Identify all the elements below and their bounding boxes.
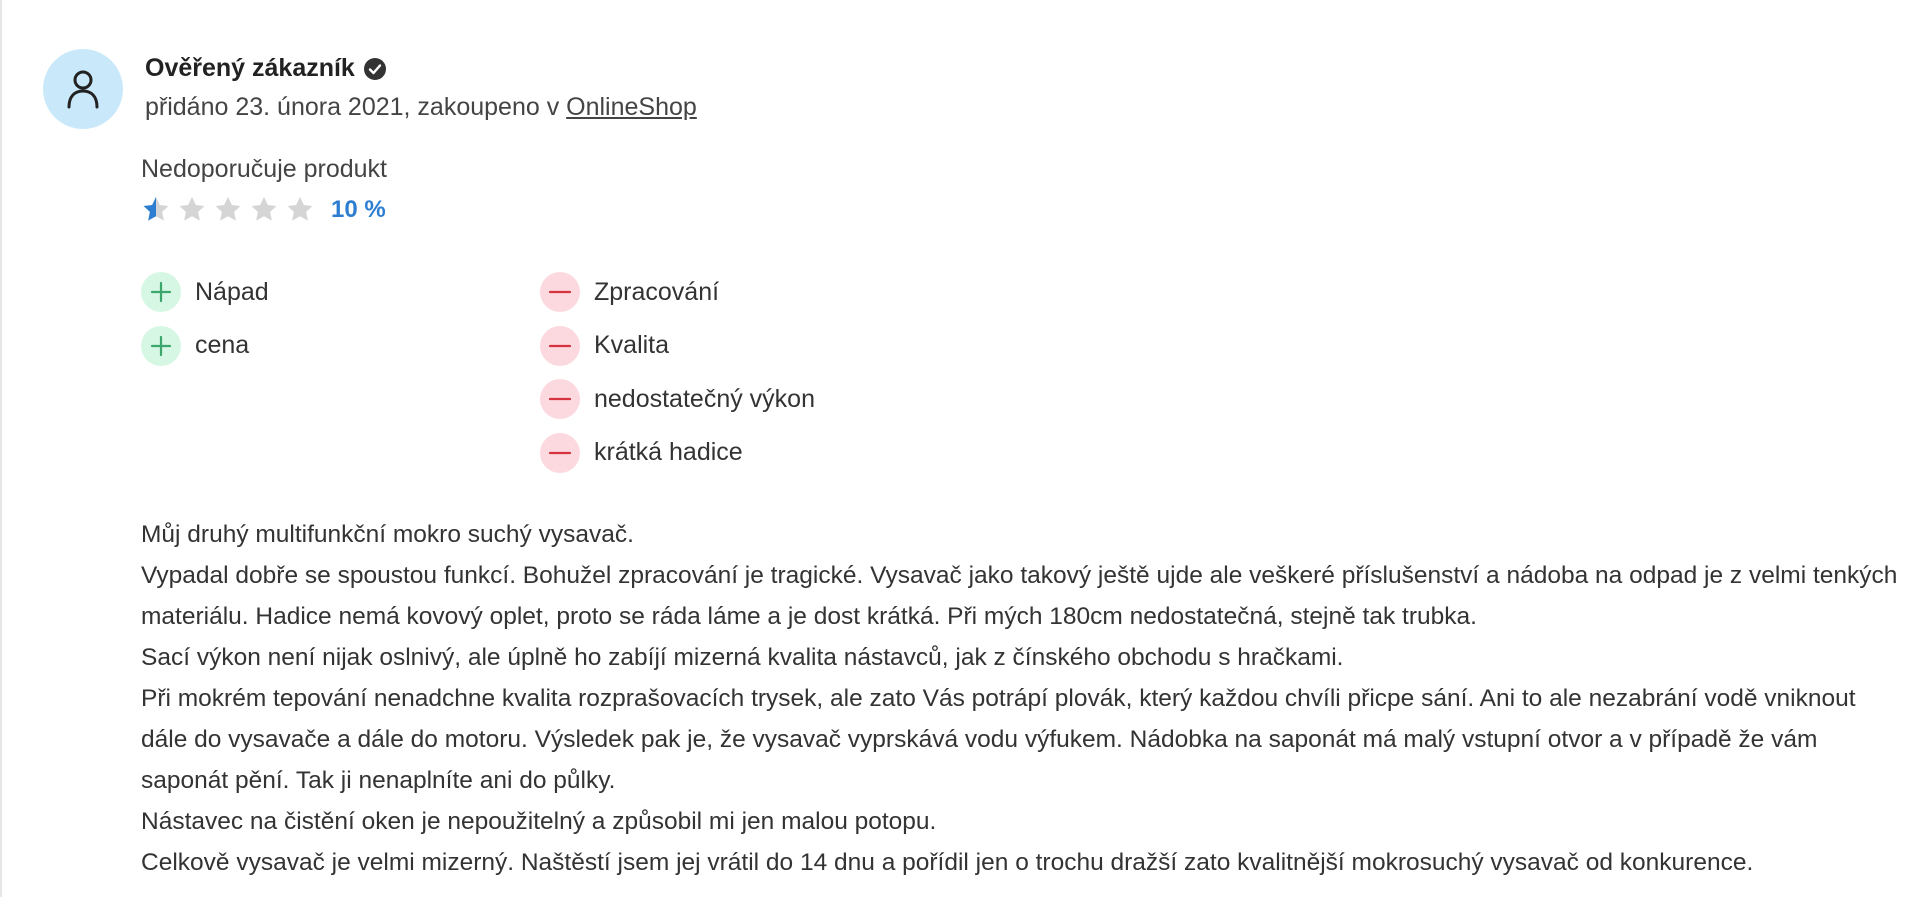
review-paragraph: Celkově vysavač je velmi mizerný. Naštěstí jsem jej vrátil do 14 dnu a pořídil jen o trochu dražší zato kvalitnější mokrosuchý vysavač od konkurence. (141, 849, 1754, 876)
star-icon (177, 195, 207, 225)
content-border (0, 0, 2, 897)
star-rating (141, 195, 386, 225)
user-icon (66, 69, 100, 109)
author-name-label: Ověřený zákazník (145, 54, 355, 82)
con-item (540, 326, 815, 366)
avatar (43, 49, 123, 129)
verified-check-icon (363, 57, 387, 81)
review-date-text: přidáno 23. února 2021, zakoupeno v (145, 93, 567, 121)
con-item-label: krátká hadice (594, 438, 743, 466)
plus-icon (141, 326, 181, 366)
con-item-label: nedostatečný výkon (594, 384, 815, 413)
con-item (540, 379, 815, 419)
shop-link[interactable]: OnlineShop (566, 93, 697, 121)
review-paragraph: Nástavec na čistění oken je nepoužitelný a způsobil mi jen malou potopu. (141, 808, 937, 835)
review-body (141, 514, 1901, 883)
con-item (540, 433, 815, 473)
pro-item-label: cena (195, 331, 250, 359)
minus-icon (540, 326, 580, 366)
review-paragraph: Při mokrém tepování nenadchne kvalita rozprašovacích trysek, ale zato Vás potrápí plovák, který každou chvíli přicpe sání. Ani to ale nezabrání vodě vniknout dále do vysavače a dále do motoru. Výsledek pak je, že vysavač vyprskává vodu výfukem. Nádobka na saponát má malý vstupní otvor a v případě že vám saponát pění. Tak ji nenaplníte ani do půlky. (141, 685, 1856, 794)
star-icon (141, 195, 171, 225)
minus-icon (540, 433, 580, 473)
pro-item-label: Nápad (195, 277, 269, 306)
con-item-label: Kvalita (594, 331, 670, 359)
pro-item (141, 326, 269, 366)
plus-icon (141, 272, 181, 312)
star-icon (213, 195, 243, 225)
review-paragraph: Sací výkon není nijak oslnivý, ale úplně ho zabíjí mizerná kvalita nástavců, jak z čínského obchodu s hračkami. (141, 644, 1344, 671)
recommendation-text: Nedoporučuje produkt (141, 155, 387, 183)
con-item (540, 272, 815, 312)
author-name (145, 54, 387, 83)
review-paragraph: Můj druhý multifunkční mokro suchý vysavač. (141, 521, 634, 548)
minus-icon (540, 272, 580, 312)
rating-percent: 10 % (331, 196, 386, 223)
pro-item (141, 272, 269, 312)
star-icon (249, 195, 279, 225)
review-paragraph: Vypadal dobře se spoustou funkcí. Bohužel zpracování je tragické. Vysavač jako takový ještě ujde ale veškeré příslušenství a nádoba na odpad je z velmi tenkých materiálu. Hadice nemá kovový oplet, proto se ráda láme a je dost krátká. Při mých 180cm nedostatečná, stejně tak trubka. (141, 562, 1898, 630)
star-icon (285, 195, 315, 225)
con-item-label: Zpracování (594, 277, 720, 306)
review-meta (145, 93, 697, 122)
pros-list (141, 272, 269, 379)
cons-list (540, 272, 815, 486)
minus-icon (540, 379, 580, 419)
